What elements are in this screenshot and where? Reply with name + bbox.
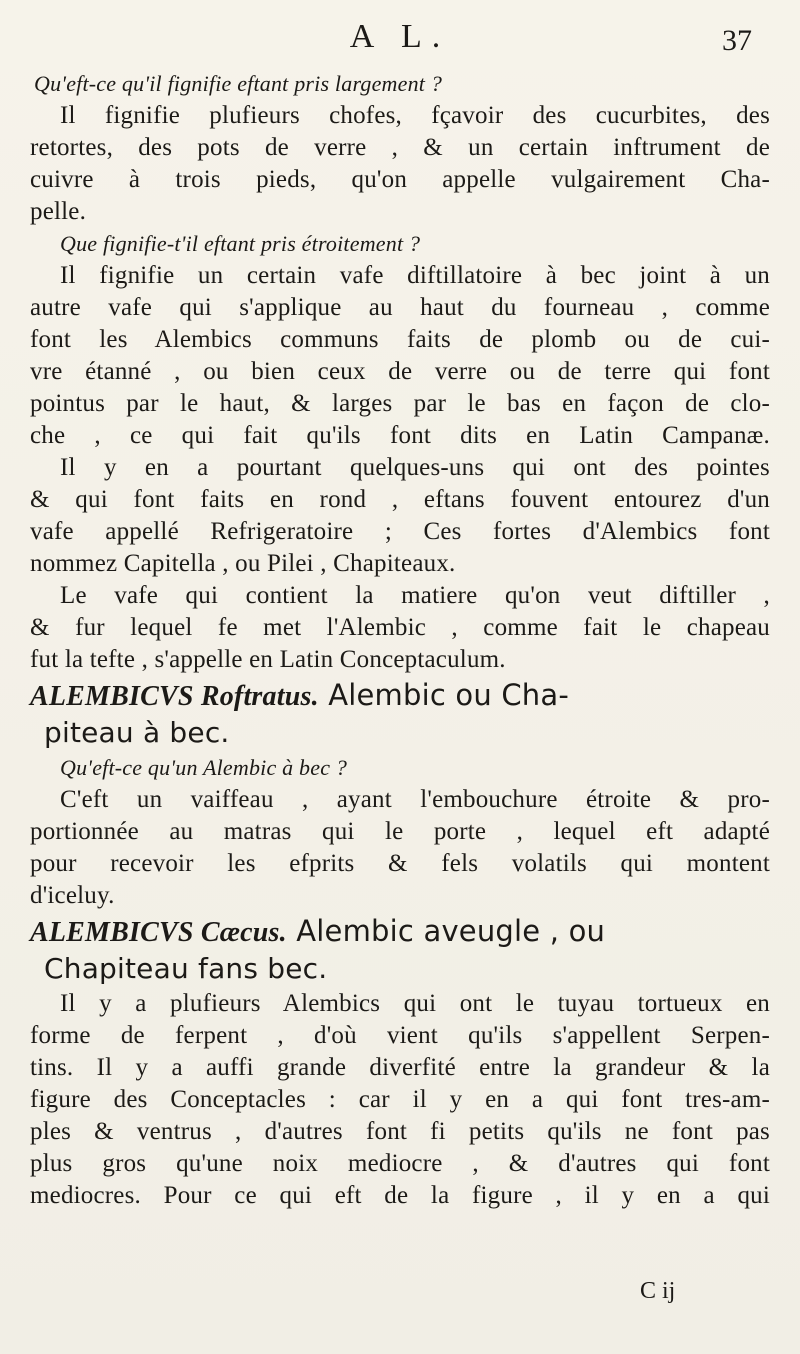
signature-mark: C ij (640, 1278, 676, 1304)
text-line: Il y en a pourtant quelques-uns qui ont des pointes (60, 454, 770, 481)
text-line: che , ce qui fait qu'ils font dits en Latin Campanæ. (30, 422, 770, 449)
text-line: cuivre à trois pieds, qu'on appelle vulgairement Cha- (30, 166, 770, 193)
text-line: forme de ferpent , d'où vient qu'ils s'appellent Serpen- (30, 1022, 770, 1049)
text-line: Il y a plufieurs Alembics qui ont le tuyau tortueux en (60, 990, 770, 1017)
text-line: tins. Il y a auffi grande diverfité entre la grandeur & la (30, 1054, 770, 1081)
page-header (0, 18, 800, 64)
entry-heading-french: Alembic ou Cha- (318, 678, 570, 712)
entry-heading-latin: ALEMBICVS Cæcus. (30, 917, 287, 948)
text-line: retortes, des pots de verre , & un certain inftrument de (30, 134, 770, 161)
text-line: mediocres. Pour ce qui eft de la figure , il y en a qui (30, 1182, 770, 1209)
running-head: A L. (349, 18, 451, 55)
text-line: Il fignifie un certain vafe diftillatoire à bec joint à un (60, 262, 770, 289)
body-text (30, 68, 770, 1308)
text-line: & fur lequel fe met l'Alembic , comme fait le chapeau (30, 614, 770, 641)
page-number: 37 (722, 24, 752, 57)
text-line: piteau à bec. (44, 716, 230, 749)
text-line: vafe appellé Refrigeratoire ; Ces fortes d'Alembics font (30, 518, 770, 545)
entry-heading-latin: ALEMBICVS Roftratus. (30, 681, 319, 712)
text-line: plus gros qu'une noix mediocre , & d'autres qui font (30, 1150, 770, 1177)
text-line: Chapiteau fans bec. (44, 952, 328, 985)
entry-heading-french: Alembic aveugle , ou (286, 914, 606, 948)
text-line: vre étanné , ou bien ceux de verre ou de terre qui font (30, 358, 770, 385)
question-line: Qu'eft-ce qu'un Alembic à bec ? (60, 755, 348, 780)
text-line: C'eft un vaiffeau , ayant l'embouchure étroite & pro- (60, 786, 770, 813)
text-line: & qui font faits en rond , eftans fouvent entourez d'un (30, 486, 770, 513)
text-line: Il fignifie plufieurs chofes, fçavoir des cucurbites, des (60, 102, 770, 129)
question-line: Qu'eft-ce qu'il fignifie eftant pris largement ? (34, 71, 443, 96)
text-line: figure des Conceptacles : car il y en a qui font tres-am- (30, 1086, 770, 1113)
text-line: nommez Capitella , ou Pilei , Chapiteaux. (30, 550, 456, 577)
text-line: pointus par le haut, & larges par le bas en façon de clo- (30, 390, 770, 417)
text-line: d'iceluy. (30, 882, 115, 909)
question-line: Que fignifie-t'il eftant pris étroitement ? (60, 231, 421, 256)
text-line: pelle. (30, 198, 87, 225)
text-line: portionnée au matras qui le porte , lequel eft adapté (30, 818, 770, 845)
text-line: Le vafe qui contient la matiere qu'on veut diftiller , (60, 582, 770, 609)
text-line: ples & ventrus , d'autres font fi petits qu'ils ne font pas (30, 1118, 770, 1145)
text-line: font les Alembics communs faits de plomb ou de cui- (30, 326, 770, 353)
text-line: pour recevoir les efprits & fels volatils qui montent (30, 850, 770, 877)
entry-heading (30, 912, 770, 950)
entry-heading (30, 676, 770, 714)
text-line: fut la tefte , s'appelle en Latin Conceptaculum. (30, 646, 506, 673)
text-line: autre vafe qui s'applique au haut du fourneau , comme (30, 294, 770, 321)
